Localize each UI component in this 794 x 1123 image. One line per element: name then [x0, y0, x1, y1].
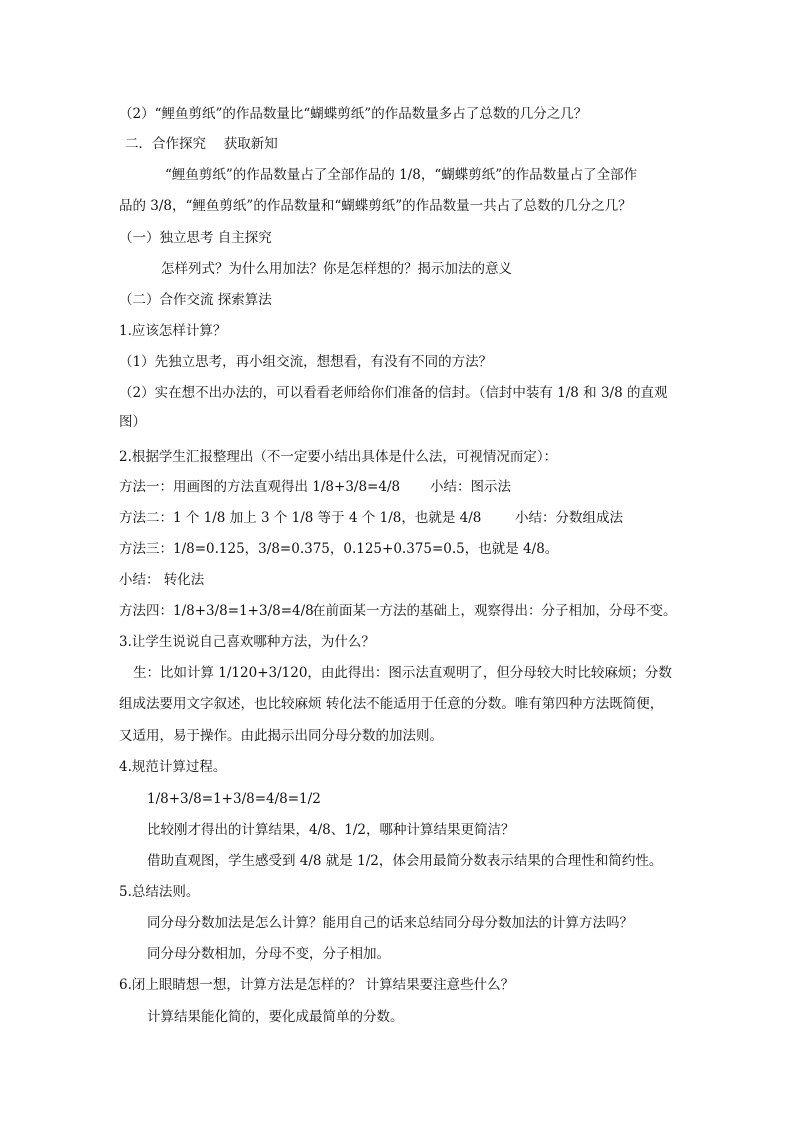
- item-4-heading: 4.规范计算过程。: [119, 759, 227, 775]
- question-2: （2）“鲤鱼剪纸”的作品数量比“蝴蝶剪纸”的作品数量多占了总数的几分之几？: [119, 106, 588, 122]
- subsection-1-body: 怎样列式？为什么用加法？你是怎样想的？揭示加法的意义: [161, 261, 512, 277]
- item-5-rule: 同分母分数相加，分母不变，分子相加。: [147, 946, 390, 962]
- method-3: 方法三：1/8=0.125，3/8=0.375，0.125+0.375=0.5，也就是 4/8。: [119, 541, 559, 557]
- section-2-heading: 二．合作探究 获取新知: [125, 136, 278, 152]
- item-3-answer-line-2: 组成法要用文字叙述，也比较麻烦 转化法不能适用于任意的分数。唯有第四种方法既简便，: [119, 696, 664, 712]
- item-4-compare: 比较刚才得出的计算结果，4/8、1/2，哪种计算结果更简洁？: [147, 822, 515, 838]
- item-5-question: 同分母分数加法是怎么计算？能用自己的话来总结同分母分数加法的计算方法吗？: [147, 915, 633, 931]
- item-1-heading: 1.应该怎样计算？: [119, 323, 227, 339]
- item-6-heading: 6.闭上眼睛想一想，计算方法是怎样的？ 计算结果要注意些什么？: [119, 977, 515, 993]
- subsection-2-heading: （二）合作交流 探索算法: [119, 292, 272, 308]
- subsection-1-heading: （一）独立思考 自主探究: [119, 230, 272, 246]
- method-4: 方法四：1/8+3/8=1+3/8=4/8: [119, 603, 314, 619]
- item-1-step-2-line-1: （2）实在想不出办法的，可以看看老师给你们准备的信封。（信封中装有 1/8 和 3/8 的直观: [119, 385, 668, 401]
- method-2-summary: 小结：分数组成法: [515, 510, 623, 526]
- method-3-summary: 小结： 转化法: [119, 572, 205, 588]
- item-3-heading: 3.让学生说说自己喜欢哪种方法，为什么？: [119, 634, 375, 650]
- item-2-heading: 2.根据学生汇报整理出（不一定要小结出具体是什么法，可视情况而定）：: [119, 449, 558, 465]
- method-2: 方法二：1 个 1/8 加上 3 个 1/8 等于 4 个 1/8，也就是 4/8: [119, 510, 482, 526]
- problem-line-1: “鲤鱼剪纸”的作品数量占了全部作品的 1/8，“蝴蝶剪纸”的作品数量占了全部作: [165, 167, 638, 183]
- item-4-insight: 借助直观图，学生感受到 4/8 就是 1/2，体会用最简分数表示结果的合理性和简约性。: [147, 853, 663, 869]
- item-5-heading: 5.总结法则。: [119, 884, 200, 900]
- item-1-step-2-line-2: 图）: [119, 414, 146, 430]
- method-4-note: 在前面某一方法的基础上，观察得出：分子相加，分母不变。: [312, 603, 677, 619]
- method-1: 方法一：用画图的方法直观得出 1/8+3/8=4/8: [119, 479, 401, 495]
- method-1-summary: 小结：图示法: [430, 479, 511, 495]
- item-4-calculation: 1/8+3/8=1+3/8=4/8=1/2: [147, 791, 321, 807]
- item-1-step-1: （1）先独立思考，再小组交流，想想看，有没有不同的方法？: [119, 354, 493, 370]
- item-3-answer-line-3: 又适用，易于操作。由此揭示出同分母分数的加法则。: [119, 728, 443, 744]
- problem-line-2: 品的 3/8，“鲤鱼剪纸”的作品数量和“蝴蝶剪纸”的作品数量一共占了总数的几分之几？: [119, 198, 632, 214]
- item-6-answer: 计算结果能化简的，要化成最简单的分数。: [147, 1009, 404, 1025]
- item-3-answer-line-1: 生：比如计算 1/120+3/120，由此得出：图示法直观明了，但分母较大时比较麻烦；分数: [133, 665, 672, 681]
